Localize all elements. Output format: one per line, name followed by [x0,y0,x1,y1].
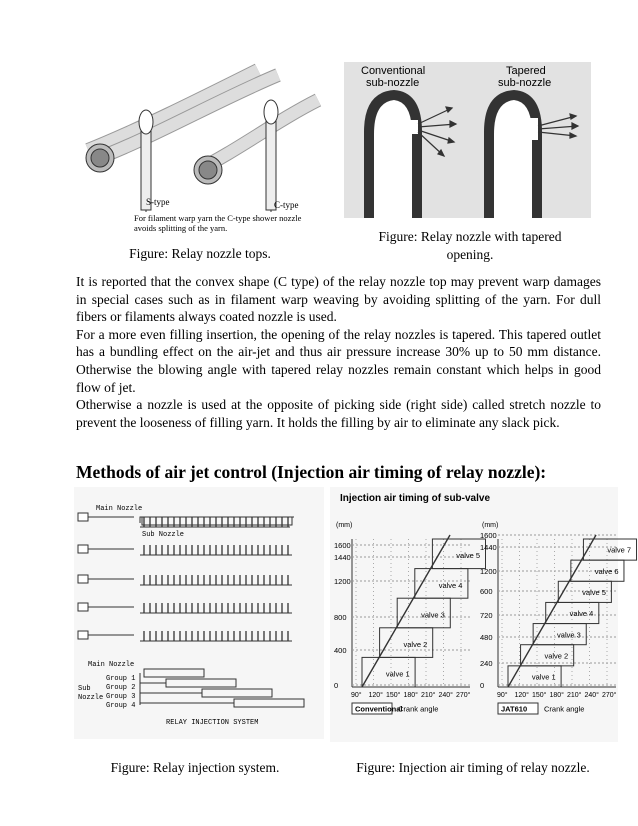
left-panel-valve-label: valve 2 [403,640,428,650]
label-c-type: C-type [274,200,299,210]
left-panel-y-tick: 0 [334,681,339,690]
right-panel-type-label: JAT610 [501,704,528,714]
right-panel-xlabel: Crank angle [544,704,585,714]
right-panel-y-tick: 600 [480,587,493,596]
figure2-caption: Figure: Relay nozzle with tapered opening. [378,229,562,262]
label-conventional-2: sub-nozzle [366,77,420,89]
figure1-caption: Figure: Relay nozzle tops. [129,246,271,261]
right-panel-valve-label: valve 1 [531,672,556,682]
left-panel-type-label: Conventional [355,704,403,714]
figure3-caption: Figure: Relay injection system. [110,760,280,775]
left-panel-xlabel: Crank angle [398,704,439,714]
right-panel-y-tick: 1440 [480,543,497,552]
right-panel-x-tick: 210° [567,692,582,699]
right-panel-valve-label: valve 7 [607,545,632,555]
figure4-caption: Figure: Injection air timing of relay nozzle. [356,760,590,775]
legend-group-3: Group 3 [106,693,136,701]
left-panel-x-tick: 90° [351,692,362,699]
right-panel-x-tick: 270° [602,692,617,699]
figure-relay-nozzle-tops [78,60,318,240]
right-panel-y-tick: 720 [480,611,493,620]
figure-injection-air-timing [330,487,632,742]
legend-sub-2: Nozzle [78,694,104,702]
left-panel-x-tick: 210° [421,692,436,699]
paragraph-tapered-opening: For a more even filling insertion, the opening of the relay nozzles is tapered. This tapered outlet has a bundling effect on the air-jet and thus air pressure increase 30% up to 50 mm distance. Otherwise the blowing angle with tapered relay nozzles remain constant which helps in good flow of jet. [76,326,601,395]
label-tapered-1: Tapered [506,65,546,77]
right-panel-valve-label: valve 6 [594,566,619,576]
right-panel-unit: (mm) [482,522,499,529]
right-panel-valve-label: valve 5 [582,588,606,598]
legend-group-4: Group 4 [106,702,136,710]
left-panel-valve-label: valve 3 [421,610,445,620]
left-panel-y-tick: 1440 [334,553,351,562]
right-panel-valve-label: valve 3 [557,630,581,640]
left-panel-unit: (mm) [336,522,353,529]
right-panel-x-tick: 180° [549,692,564,699]
figure1-note-line2: avoids splitting of the yarn. [134,223,228,233]
right-panel-x-tick: 90° [497,692,508,699]
right-panel-valve-label: valve 4 [569,609,594,619]
body-text [76,273,601,431]
legend-sub-1: Sub [78,685,91,693]
label-tapered-2: sub-nozzle [498,77,552,89]
chart-title: Injection air timing of sub-valve [340,493,491,504]
right-panel-y-tick: 240 [480,659,493,668]
paragraph-stretch-nozzle: Otherwise a nozzle is used at the opposite of picking side (right side) called stretch nozzle to prevent the looseness of filling yarn. It holds the filling by air to eliminate any slack pick. [76,397,601,430]
right-panel-y-tick: 0 [480,681,485,690]
right-panel-x-tick: 240° [584,692,599,699]
right-panel-y-tick: 1600 [480,531,497,540]
right-panel-y-tick: 1200 [480,567,497,576]
right-panel-y-tick: 480 [480,633,493,642]
timing-chart [330,487,632,742]
left-panel-y-tick: 1200 [334,577,351,586]
left-panel-x-tick: 240° [438,692,453,699]
left-panel-y-tick: 1600 [334,541,351,550]
label-sub-nozzle: Sub Nozzle [142,531,185,539]
label-main-nozzle: Main Nozzle [96,505,143,513]
relay-injection-system-label: RELAY INJECTION SYSTEM [166,719,259,727]
left-panel-y-tick: 400 [334,646,347,655]
left-panel-valve-label: valve 5 [456,551,481,561]
label-s-type: S-type [146,197,170,207]
legend-group-1: Group 1 [106,675,136,683]
right-panel-valve-label: valve 2 [544,651,569,661]
left-panel-valve-label: valve 1 [385,669,410,679]
right-panel-x-tick: 120° [514,692,529,699]
figure-relay-injection-system [74,487,324,739]
left-panel-y-tick: 800 [334,613,347,622]
figure-tapered-nozzle [344,62,591,218]
paragraph-convex-shape: It is reported that the convex shape (C type) of the relay nozzle top may prevent warp damages in special cases such as in filament warp weaving by avoiding splitting of the yarn. For dull fibers or filaments always coated nozzle is used. [76,274,601,325]
legend-group-2: Group 2 [106,684,136,692]
right-panel-x-tick: 150° [532,692,547,699]
left-panel-valve-label: valve 4 [438,580,463,590]
section-heading: Methods of air jet control (Injection air timing of relay nozzle): [76,462,547,482]
left-panel-x-tick: 180° [403,692,418,699]
figure1-note-line1: For filament warp yarn the C-type shower nozzle [134,213,302,223]
label-conventional-1: Conventional [361,65,426,77]
left-panel-x-tick: 150° [386,692,401,699]
left-panel-x-tick: 270° [456,692,471,699]
legend-main-nozzle: Main Nozzle [88,661,135,669]
left-panel-x-tick: 120° [368,692,383,699]
